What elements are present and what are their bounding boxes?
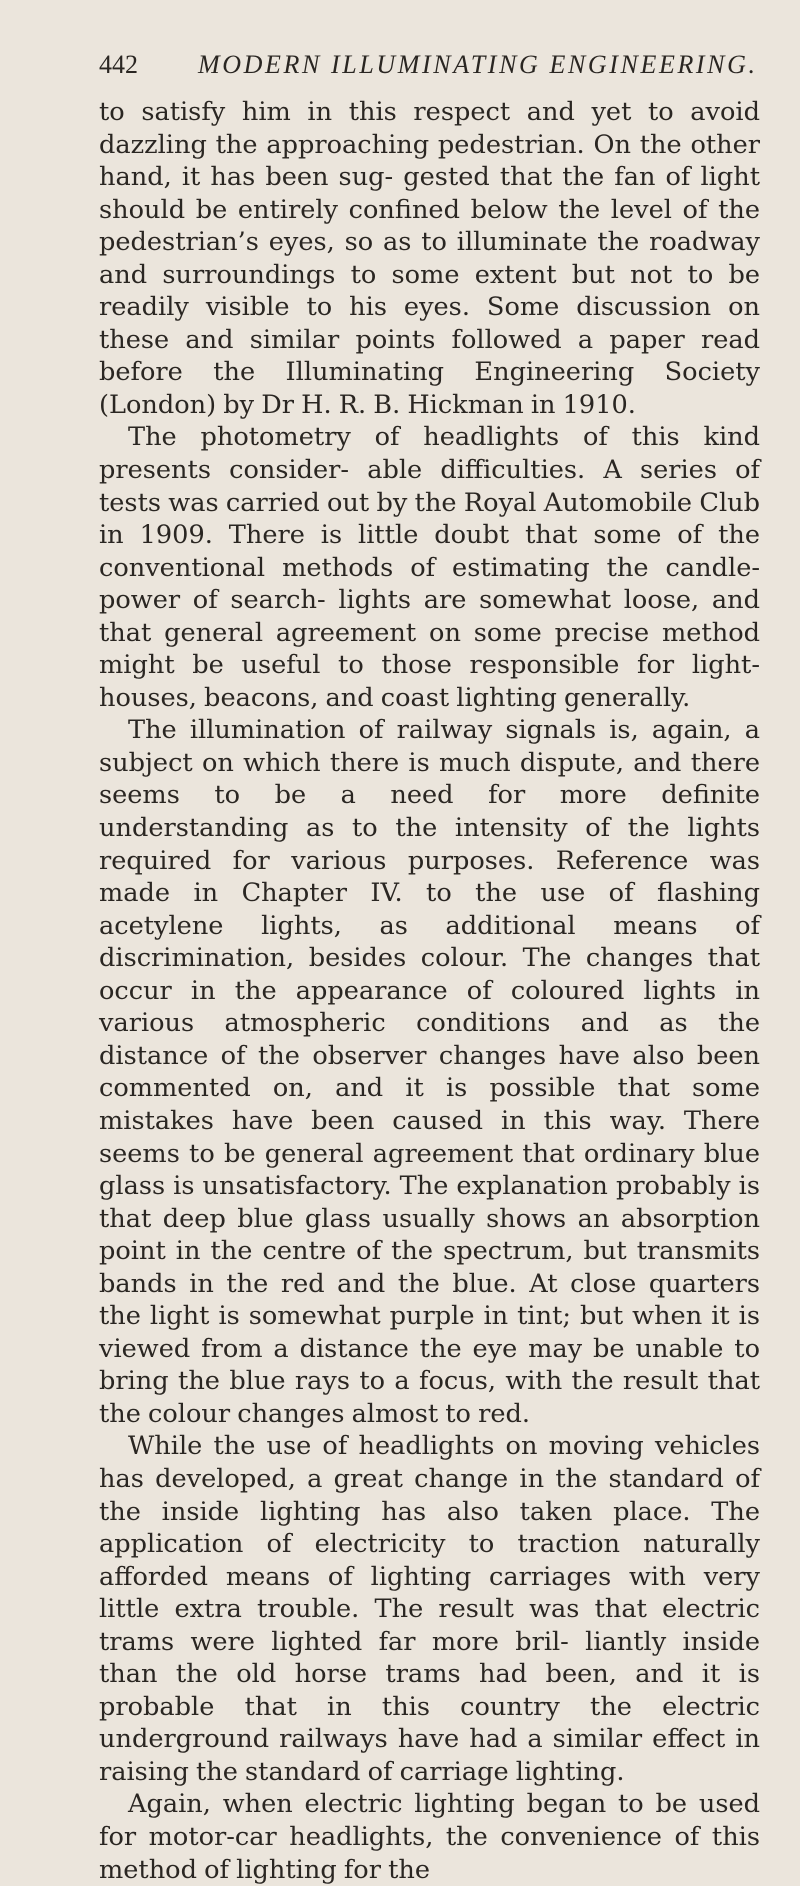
paragraph-photometry: The photometry of headlights of this kind presents consider- able difficulties. A series of tests was carried out by the Royal Automobile Club in 1909. There is little doubt that some of the conventional methods of estimating the candle-power of search- lights are somewhat loose, and that general agreement on some precise method might be useful to those responsible for light- houses, beacons, and coast lighting generally. [99,422,760,713]
body-text [99,96,760,1886]
running-title: MODERN ILLUMINATING ENGINEERING. [198,50,758,79]
running-head [99,50,759,84]
paragraph-motor-car-headlights: Again, when electric lighting began to be used for motor-car headlights, the convenience of this method of lighting for the [99,1789,760,1885]
paragraph-railway-signals: The illumination of railway signals is, again, a subject on which there is much dispute, and there seems to be a need for more definite understanding as to the intensity of the lights required for various purposes. Reference was made in Chapter IV. to the use of flashing acetylene lights, as additional means of discrimination, besides colour. The changes that occur in the appearance of coloured lights in various atmospheric conditions and as the distance of the observer changes have also been commented on, and it is possible that some mistakes have been caused in this way. There seems to be general agreement that ordinary blue glass is unsatisfactory. The explanation probably is that deep blue glass usually shows an absorption point in the centre of the spectrum, but transmits bands in the red and the blue. At close quarters the light is somewhat purple in tint; but when it is viewed from a distance the eye may be unable to bring the blue rays to a focus, with the result that the colour changes almost to red. [99,715,760,1429]
page-number: 442 [99,50,138,79]
paragraph-inside-lighting: While the use of headlights on moving vehicles has developed, a great change in the standard of the inside lighting has also taken place. The application of electricity to traction naturally afforded means of lighting carriages with very little extra trouble. The result was that electric trams were lighted far more bril- liantly inside than the old horse trams had been, and it is probable that in this country the electric underground railways have had a similar effect in raising the standard of carriage lighting. [99,1431,760,1787]
paragraph-continued: to satisfy him in this respect and yet to avoid dazzling the approaching pedestrian. On the other hand, it has been sug- gested that the fan of light should be entirely confined below the level of the pedestrian’s eyes, so as to illuminate the roadway and surroundings to some extent but not to be readily visible to his eyes. Some discussion on these and similar points followed a paper read before the Illuminating Engineering Society (London) by Dr H. R. B. Hickman in 1910. [99,97,760,420]
